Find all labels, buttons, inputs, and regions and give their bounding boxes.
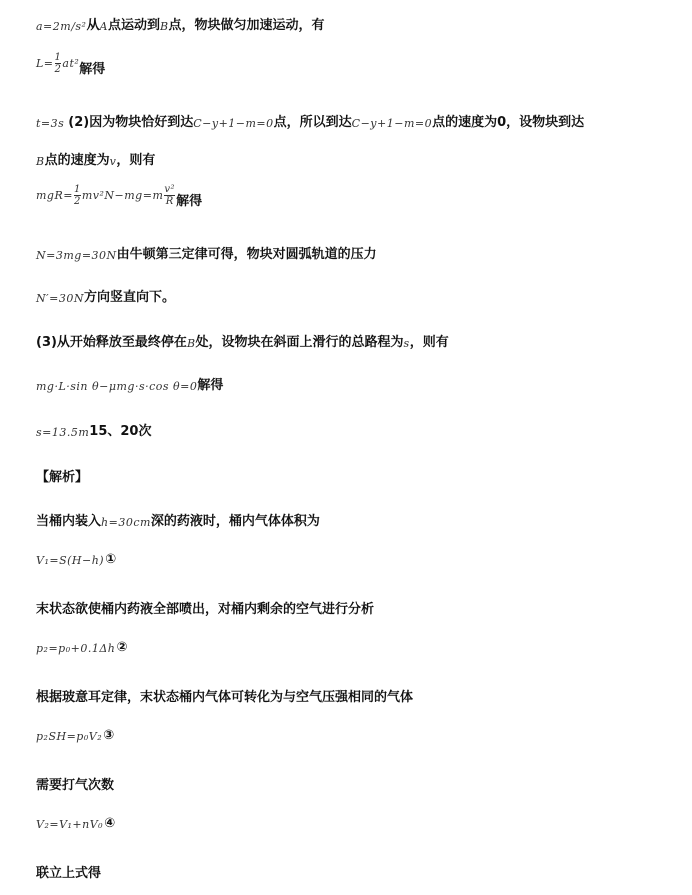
line-19 — [36, 816, 672, 831]
fraction-numerator: v² — [164, 184, 176, 195]
formula-time: t=3s — [36, 117, 65, 130]
text: 深的药液时，桶内气体体积为 — [150, 514, 320, 529]
point-label: B — [186, 337, 196, 350]
equation-number: ③ — [103, 728, 115, 743]
line-10 — [36, 420, 672, 439]
line-12 — [36, 510, 672, 529]
formula-pressure-force: N′=30N — [36, 292, 84, 305]
formula-depth: h=30cm — [101, 516, 151, 529]
question-number: 15、20次 — [89, 424, 152, 439]
formula-pressure: p₂=p₀+0.1Δh — [36, 642, 116, 655]
text: 方向竖直向下。 — [83, 290, 175, 305]
text: 处，设物块在斜面上滑行的总路程为 — [195, 335, 404, 350]
line-16 — [36, 686, 672, 705]
line-2 — [36, 52, 672, 75]
line-5 — [36, 184, 672, 207]
text: 解得 — [197, 378, 224, 393]
text: 当桶内装入 — [36, 514, 102, 529]
formula-acceleration: a=2m/s² — [36, 20, 87, 33]
equation-number: ① — [105, 552, 117, 567]
path-symbol: s — [403, 337, 410, 350]
line-15 — [36, 640, 672, 655]
line-17 — [36, 728, 672, 743]
line-6 — [36, 243, 672, 262]
line-11 — [36, 466, 672, 485]
formula-work-energy: mg·L·sin θ−μmg·s·cos θ=0 — [36, 380, 198, 393]
fraction-numerator: 1 — [54, 52, 62, 63]
text: ，则有 — [116, 153, 156, 168]
text: 解得 — [79, 62, 106, 77]
text: 从 — [86, 18, 100, 33]
text: (3)从开始释放至最终停在 — [36, 335, 187, 350]
fraction — [74, 184, 81, 207]
text: 点，物块做匀加速运动，有 — [168, 18, 325, 33]
formula-energy-force — [36, 184, 176, 207]
fraction — [55, 52, 62, 75]
line-9 — [36, 374, 672, 393]
formula-total-volume: V₂=V₁+nV₀ — [36, 818, 104, 831]
velocity-symbol: v — [109, 155, 117, 168]
text: 末状态欲使桶内药液全部喷出，对桶内剩余的空气进行分析 — [36, 602, 375, 617]
formula-normal-force: N=3mg=30N — [36, 249, 117, 262]
point-label: B — [159, 20, 169, 33]
formula-inline: C−y+1−m=0 — [351, 117, 433, 130]
formula-part: mgR= — [36, 189, 73, 202]
formula-part: mv²N−mg=m — [81, 189, 164, 202]
line-7 — [36, 286, 672, 305]
section-heading-analysis: 【解析】 — [36, 470, 89, 485]
fraction-numerator: 1 — [73, 184, 81, 195]
line-20 — [36, 862, 672, 881]
text: 由牛顿第三定律可得，物块对圆弧轨道的压力 — [116, 247, 377, 262]
text: 点运动到 — [107, 18, 160, 33]
text: 需要打气次数 — [36, 778, 115, 793]
text: 根据玻意耳定律，末状态桶内气体可转化为与空气压强相同的气体 — [36, 690, 414, 705]
equation-number: ④ — [104, 816, 116, 831]
formula-volume: V₁=S(H−h) — [36, 554, 105, 567]
formula-boyle: p₂SH=p₀V₂ — [36, 730, 103, 743]
line-18 — [36, 774, 672, 793]
line-13 — [36, 552, 672, 567]
text: 联立上式得 — [36, 866, 102, 881]
text: 点的速度为 — [44, 153, 110, 168]
equation-number: ② — [116, 640, 128, 655]
fraction — [164, 184, 175, 207]
fraction-denominator: 2 — [73, 196, 81, 207]
text: (2)因为物块恰好到达 — [68, 115, 194, 130]
fraction-denominator: 2 — [54, 64, 62, 75]
formula-inline: C−y+1−m=0 — [193, 117, 274, 130]
text: 点，所以到达 — [273, 115, 352, 130]
line-1 — [36, 14, 672, 33]
line-4 — [36, 149, 672, 168]
line-14 — [36, 598, 672, 617]
formula-distance — [36, 52, 79, 75]
formula-part: L= — [36, 57, 54, 70]
line-3 — [36, 111, 672, 130]
text: 解得 — [176, 194, 203, 209]
line-8 — [36, 331, 672, 350]
point-label: B — [36, 155, 45, 168]
formula-path-length: s=13.5m — [36, 426, 90, 439]
text: ，则有 — [409, 335, 449, 350]
text: 点的速度为0，设物块到达 — [432, 115, 585, 130]
point-label: A — [99, 20, 108, 33]
fraction-denominator: R — [165, 196, 174, 207]
formula-part: at² — [62, 57, 80, 70]
